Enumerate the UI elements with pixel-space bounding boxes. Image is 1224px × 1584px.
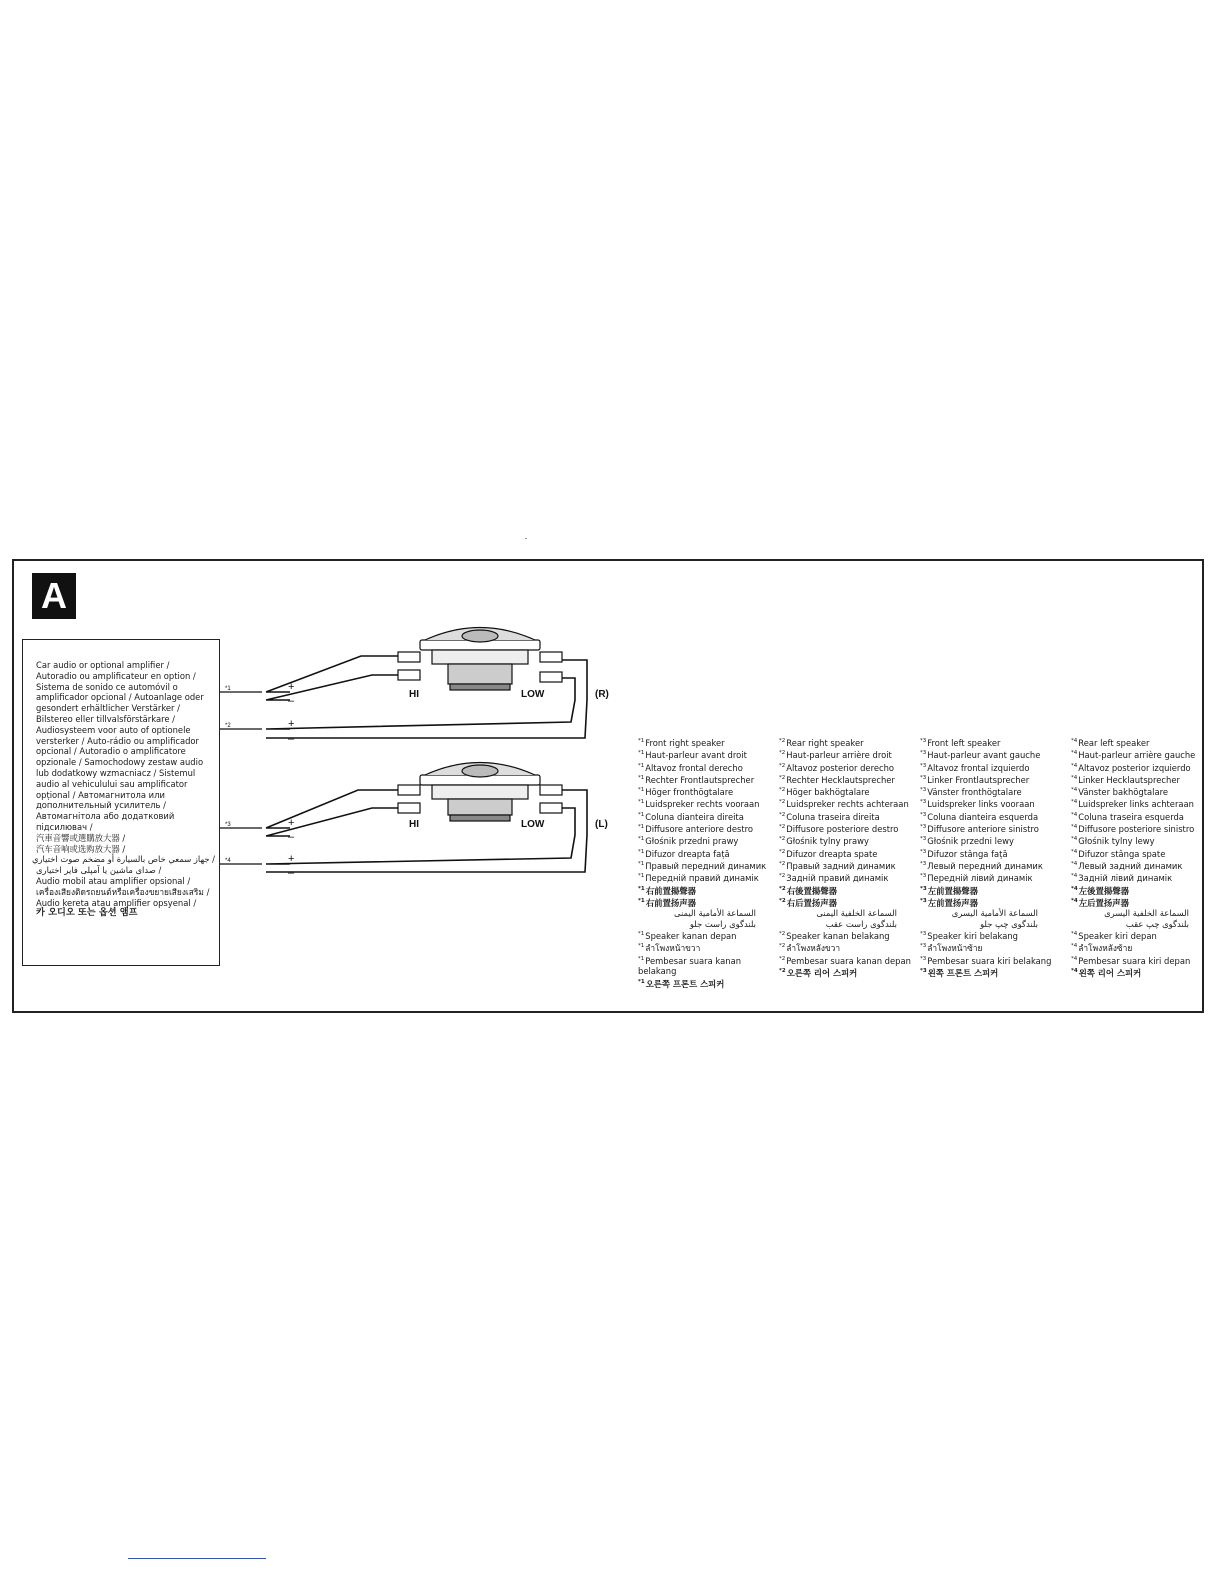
legend-text: ลำโพงหน้าขวา [645, 943, 701, 954]
legend-marker: *2 [779, 824, 786, 831]
legend-marker: *1 [638, 811, 645, 818]
footer-underline [128, 1558, 266, 1559]
legend-item [920, 834, 1060, 846]
legend-item [1071, 847, 1211, 859]
source-line: gesondert erhältlicher Verstärker / [36, 703, 180, 714]
legend-item [638, 797, 778, 809]
legend-text: Vänster fronthögtalare [927, 786, 1022, 797]
source-line: Bilstereo eller tillvalsförstärkare / [36, 713, 175, 724]
legend-text: 왼쪽 프론트 스피커 [927, 967, 999, 978]
legend-marker: *3 [920, 750, 927, 757]
legend-marker: *3 [920, 774, 927, 781]
legend-marker: *2 [779, 799, 786, 806]
legend-marker: *1 [638, 943, 645, 950]
legend-text: Rechter Hecklautsprecher [786, 774, 895, 785]
legend-item [920, 871, 1060, 883]
legend-text: Altavoz posterior izquierdo [1078, 762, 1191, 773]
source-line: / جهاز سمعي خاص بالسيارة أو مضخم صوت اختياري [31, 854, 215, 865]
legend-item [638, 822, 778, 834]
legend-text: Speaker kiri belakang [927, 930, 1018, 941]
legend-marker: *1 [638, 762, 645, 769]
legend-text: 左前置揚聲器 [927, 885, 978, 896]
source-line: Sistema de sonido ce automóvil o [36, 681, 178, 692]
legend-item [779, 761, 919, 773]
legend-text: 左後置揚聲器 [1078, 885, 1129, 896]
legend-text: Haut-parleur avant droit [645, 750, 747, 761]
legend-marker: *2 [779, 848, 786, 855]
legend-marker: *1 [638, 836, 645, 843]
legend-text: Coluna traseira direita [786, 811, 880, 822]
legend-item [920, 896, 1060, 908]
legend-item [779, 834, 919, 846]
legend-text: 右后置扬声器 [786, 897, 837, 908]
legend-item [638, 761, 778, 773]
legend-item [638, 896, 778, 908]
minus-r1: – [288, 695, 295, 707]
legend-text: Pembesar suara kanan depan [786, 955, 911, 966]
marker-4: *4 [225, 858, 231, 864]
legend-item [779, 941, 919, 953]
legend-rtl-item: بلندگوی راست جلو [689, 918, 756, 929]
legend-marker: *2 [779, 787, 786, 794]
legend-text: ลำโพงหลังขวา [786, 943, 841, 954]
legend-marker: *1 [638, 860, 645, 867]
legend-text: Задній правий динамік [786, 873, 889, 884]
legend-text: Difuzor stânga spate [1078, 848, 1166, 859]
legend-marker: *2 [779, 750, 786, 757]
legend-rtl-item: السماعة الخلفية اليسرى [1104, 908, 1189, 919]
legend-text: ลำโพงหน้าซ้าย [927, 943, 983, 954]
legend-text: Coluna traseira esquerda [1078, 811, 1184, 822]
legend-marker: *4 [1071, 811, 1078, 818]
legend-item [638, 773, 778, 785]
hi-label-l: HI [409, 819, 419, 830]
legend-column-2 [779, 736, 919, 978]
legend-item [779, 954, 919, 966]
source-line: เครื่องเสียงติดรถยนต์หรือเครื่องขยายเสียงเสริม / [36, 886, 210, 897]
legend-rtl-item: بلندگوی چپ جلو [980, 918, 1038, 929]
legend-marker: *4 [1071, 848, 1078, 855]
legend-text: Rear right speaker [786, 737, 864, 748]
legend-column-1 [638, 736, 778, 989]
legend-item [1071, 966, 1211, 978]
legend-text: Speaker kiri depan [1078, 930, 1157, 941]
legend-marker: *2 [779, 860, 786, 867]
minus-r2: – [288, 733, 295, 745]
legend-marker: *3 [920, 943, 927, 950]
speaker-left [398, 763, 562, 822]
plus-r2: + [288, 718, 295, 730]
legend-item [1071, 736, 1211, 748]
plus-r1: + [288, 681, 295, 693]
legend-text: Передній правий динамік [645, 873, 759, 884]
minus-l2: – [288, 867, 295, 879]
legend-text: Speaker kanan belakang [786, 930, 890, 941]
legend-item [638, 977, 778, 989]
legend-marker: *1 [638, 738, 645, 744]
legend-item [1071, 954, 1211, 966]
legend-text: 左后置扬声器 [1078, 897, 1129, 908]
legend-item [779, 896, 919, 908]
wire-l-low-plus [266, 808, 575, 864]
legend-marker: *3 [920, 848, 927, 855]
legend-text: Altavoz frontal derecho [645, 762, 743, 773]
legend-marker: *1 [638, 955, 645, 962]
legend-item [1071, 896, 1211, 908]
legend-marker: *2 [779, 873, 786, 880]
legend-item [920, 773, 1060, 785]
legend-marker: *4 [1071, 885, 1078, 892]
legend-marker: *3 [920, 885, 927, 892]
legend-item [920, 822, 1060, 834]
source-line: Audio kereta atau amplifier opsyenal / [36, 897, 197, 908]
legend-marker: *3 [920, 824, 927, 831]
legend-item [779, 929, 919, 941]
legend-item [638, 954, 778, 977]
legend-item [638, 941, 778, 953]
source-line: opțional / Автомагнитола или [36, 789, 165, 800]
low-label-r: LOW [521, 689, 545, 700]
legend-text: Правый задний динамик [786, 860, 896, 871]
legend-marker: *3 [920, 762, 927, 769]
legend-item [920, 785, 1060, 797]
legend-text: Luidspreker links achteraan [1078, 799, 1194, 810]
legend-marker: *3 [920, 931, 927, 938]
legend-text: Höger bakhögtalare [786, 786, 870, 797]
legend-marker: *4 [1071, 860, 1078, 867]
legend-text: Speaker kanan depan [645, 930, 737, 941]
legend-item [1071, 761, 1211, 773]
legend-marker: *1 [638, 848, 645, 855]
legend-text: Front right speaker [645, 737, 725, 748]
legend-item [920, 810, 1060, 822]
source-line: versterker / Auto-rádio ou amplificador [36, 735, 199, 746]
legend-item [920, 736, 1060, 748]
legend-text: 右後置揚聲器 [786, 885, 837, 896]
legend-item [638, 859, 778, 871]
legend-item [638, 748, 778, 760]
legend-text: Haut-parleur arrière gauche [1078, 750, 1196, 761]
legend-marker: *4 [1071, 799, 1078, 806]
legend-marker: *1 [638, 931, 645, 938]
legend-marker: *3 [920, 955, 927, 962]
minus-l1: – [288, 831, 295, 843]
legend-text: 오른쪽 프론트 스피커 [645, 978, 725, 989]
legend-text: Głośnik tylny lewy [1078, 836, 1155, 847]
legend-item [920, 797, 1060, 809]
legend-text: Pembesar suara kiri depan [1078, 955, 1191, 966]
source-line: 카 오디오 또는 옵션 앰프 [36, 907, 138, 919]
legend-item [779, 966, 919, 978]
legend-item [920, 954, 1060, 966]
legend-text: Głośnik przedni prawy [645, 836, 739, 847]
legend-text: Левый задний динамик [1078, 860, 1183, 871]
source-line: amplificador opcional / Autoanlage oder [36, 692, 204, 703]
legend-text: Luidspreker rechts vooraan [645, 799, 760, 810]
legend-item [1071, 748, 1211, 760]
legend-marker: *2 [779, 811, 786, 818]
legend-marker: *4 [1071, 774, 1078, 781]
legend-item [920, 847, 1060, 859]
legend-text: Difuzor dreapta spate [786, 848, 878, 859]
legend-item [779, 847, 919, 859]
source-line: opcional / Autoradio o amplificatore [36, 746, 186, 757]
legend-text: Haut-parleur arrière droit [786, 750, 892, 761]
legend-item [638, 736, 778, 748]
wire-l-hi-minus [266, 808, 398, 836]
legend-marker: *3 [920, 873, 927, 880]
legend-marker: *2 [779, 897, 786, 904]
legend-item [920, 859, 1060, 871]
low-label-l: LOW [521, 819, 545, 830]
legend-item [638, 810, 778, 822]
legend-item [779, 884, 919, 896]
source-line: 汽车音响或选购放大器 / [36, 843, 126, 854]
legend-item [1071, 822, 1211, 834]
legend-text: Luidspreker rechts achteraan [786, 799, 909, 810]
legend-item [779, 822, 919, 834]
legend-marker: *1 [638, 787, 645, 794]
source-line: Автомагнітола або додатковий [36, 811, 175, 822]
legend-marker: *3 [920, 811, 927, 818]
legend-text: Altavoz posterior derecho [786, 762, 895, 773]
legend-text: Vänster bakhögtalare [1078, 786, 1169, 797]
legend-rtl-item: بلندگوی چپ عقب [1125, 918, 1189, 929]
legend-text: Diffusore posteriore destro [786, 823, 899, 834]
legend-item [779, 748, 919, 760]
legend-item [920, 761, 1060, 773]
legend-item [1071, 785, 1211, 797]
left-channel-label: (L) [595, 819, 608, 830]
legend-text: Diffusore anteriore destro [645, 823, 754, 834]
legend-text: Coluna dianteira esquerda [927, 811, 1039, 822]
legend-marker: *4 [1071, 955, 1078, 962]
section-badge: A [32, 573, 76, 619]
legend-item [779, 859, 919, 871]
legend-item [779, 736, 919, 748]
legend-column-4 [1071, 736, 1211, 978]
legend-text: Задній лівий динамік [1078, 873, 1173, 884]
legend-item [638, 834, 778, 846]
source-line: audio al vehiculului sau amplificator [36, 778, 188, 789]
source-line: 汽車音響或選購放大器 / [36, 832, 126, 843]
legend-text: 오른쪽 리어 스피커 [786, 967, 858, 978]
legend-marker: *1 [638, 885, 645, 892]
legend-marker: *4 [1071, 750, 1078, 757]
legend-marker: *1 [638, 978, 645, 985]
legend-marker: *4 [1071, 824, 1078, 831]
legend-marker: *3 [920, 836, 927, 843]
legend-text: Difuzor dreapta față [645, 848, 730, 859]
marker-2: *2 [225, 723, 231, 729]
legend-item [638, 929, 778, 941]
legend-text: Luidspreker links vooraan [927, 799, 1035, 810]
legend-marker: *4 [1071, 931, 1078, 938]
legend-marker: *4 [1071, 968, 1078, 975]
legend-marker: *1 [638, 774, 645, 781]
legend-item [920, 941, 1060, 953]
legend-item [638, 847, 778, 859]
speaker-right [398, 628, 562, 691]
legend-item [779, 773, 919, 785]
legend-marker: *4 [1071, 787, 1078, 794]
legend-marker: *1 [638, 873, 645, 880]
legend-rtl-item: السماعة الأمامية اليسرى [951, 908, 1038, 919]
legend-marker: *2 [779, 931, 786, 938]
legend-marker: *3 [920, 968, 927, 975]
legend-text: Głośnik tylny prawy [786, 836, 869, 847]
source-line: Audio mobil atau amplifier opsional / [36, 875, 191, 886]
legend-text: 右前置扬声器 [645, 897, 696, 908]
legend-text: Linker Frontlautsprecher [927, 774, 1030, 785]
legend-text: Rear left speaker [1078, 737, 1150, 748]
legend-text: 左前置扬声器 [927, 897, 978, 908]
legend-item [779, 871, 919, 883]
legend-item [1071, 929, 1211, 941]
legend-marker: *3 [920, 897, 927, 904]
wire-r-hi-minus [266, 675, 398, 700]
legend-item [1071, 871, 1211, 883]
legend-text: Передній лівий динамік [927, 873, 1033, 884]
hi-label-r: HI [409, 689, 419, 700]
legend-text: Höger fronthögtalare [645, 786, 734, 797]
legend-text: Difuzor stânga față [927, 848, 1008, 859]
legend-text: Haut-parleur avant gauche [927, 750, 1041, 761]
legend-marker: *2 [779, 774, 786, 781]
legend-marker: *2 [779, 943, 786, 950]
legend-marker: *4 [1071, 836, 1078, 843]
legend-marker: *4 [1071, 873, 1078, 880]
legend-marker: *2 [779, 968, 786, 975]
legend-text: 右前置揚聲器 [645, 885, 696, 896]
legend-item [920, 748, 1060, 760]
source-line: / صدای ماشین یا آمپلی فایر اختیاری [36, 865, 162, 876]
source-line: підсилювач / [36, 821, 93, 832]
legend-item [1071, 797, 1211, 809]
source-line: дополнительный усилитель / [36, 800, 166, 811]
legend-item [1071, 941, 1211, 953]
legend-text: Правый передний динамик [645, 860, 767, 871]
legend-text: Linker Hecklautsprecher [1078, 774, 1180, 785]
wire-l-hi-plus [266, 790, 398, 828]
source-line: lub dodatkowy wzmacniacz / Sistemul [36, 767, 196, 778]
legend-item [1071, 859, 1211, 871]
legend-item [920, 884, 1060, 896]
legend-marker: *2 [779, 955, 786, 962]
legend-text: Altavoz frontal izquierdo [927, 762, 1030, 773]
legend-rtl-item: السماعة الخلفية اليمنى [816, 908, 897, 919]
legend-marker: *4 [1071, 897, 1078, 904]
legend-item [638, 871, 778, 883]
legend-text: Левый передний динамик [927, 860, 1043, 871]
legend-text: Pembesar suara kanan belakang [638, 955, 742, 977]
source-line: Car audio or optional amplifier / [36, 660, 170, 670]
legend-text: Rechter Frontlautsprecher [645, 774, 755, 785]
legend-marker: *2 [779, 836, 786, 843]
plus-l2: + [288, 853, 295, 865]
legend-text: Front left speaker [927, 737, 1001, 748]
legend-marker: *3 [920, 860, 927, 867]
legend-marker: *4 [1071, 943, 1078, 950]
legend-text: Diffusore anteriore sinistro [927, 823, 1039, 834]
legend-text: Coluna dianteira direita [645, 811, 744, 822]
legend-rtl-item: السماعة الأمامية اليمنى [674, 908, 756, 919]
legend-item [779, 797, 919, 809]
wire-l-low-minus [266, 790, 587, 872]
legend-item [779, 810, 919, 822]
legend-marker: *2 [779, 885, 786, 892]
legend-item [1071, 834, 1211, 846]
legend-marker: *4 [1071, 738, 1078, 744]
legend-text: Pembesar suara kiri belakang [927, 955, 1052, 966]
legend-marker: *3 [920, 738, 927, 744]
legend-item [1071, 884, 1211, 896]
source-line: Autoradio ou amplificateur en option / [36, 670, 196, 681]
source-line: opzionale / Samochodowy zestaw audio [36, 757, 204, 768]
legend-item [638, 785, 778, 797]
legend-marker: *1 [638, 824, 645, 831]
wire-r-hi-plus [266, 656, 398, 692]
legend-marker: *1 [638, 897, 645, 904]
legend-text: Diffusore posteriore sinistro [1078, 823, 1195, 834]
legend-item [920, 929, 1060, 941]
legend-item [1071, 810, 1211, 822]
plus-l1: + [288, 817, 295, 829]
legend-item [920, 966, 1060, 978]
legend-item [779, 785, 919, 797]
right-channel-label: (R) [595, 689, 609, 700]
legend-text: ลำโพงหลังซ้าย [1078, 943, 1133, 954]
legend-column-3 [920, 736, 1060, 978]
legend-marker: *2 [779, 762, 786, 769]
legend-rtl-item: بلندگوی راست عقب [825, 918, 897, 929]
legend-marker: *1 [638, 799, 645, 806]
marker-3: *3 [225, 822, 231, 828]
legend-marker: *1 [638, 750, 645, 757]
legend-marker: *3 [920, 799, 927, 806]
marker-1: *1 [225, 686, 231, 692]
legend-marker: *3 [920, 787, 927, 794]
legend-marker: *4 [1071, 762, 1078, 769]
legend-text: 왼쪽 리어 스피커 [1078, 967, 1142, 978]
legend-item [638, 884, 778, 896]
wire-r-low-plus [266, 678, 575, 729]
source-line: Audiosysteem voor auto of optionele [36, 724, 191, 735]
legend-item [1071, 773, 1211, 785]
legend-text: Głośnik przedni lewy [927, 836, 1014, 847]
legend-marker: *2 [779, 738, 786, 744]
